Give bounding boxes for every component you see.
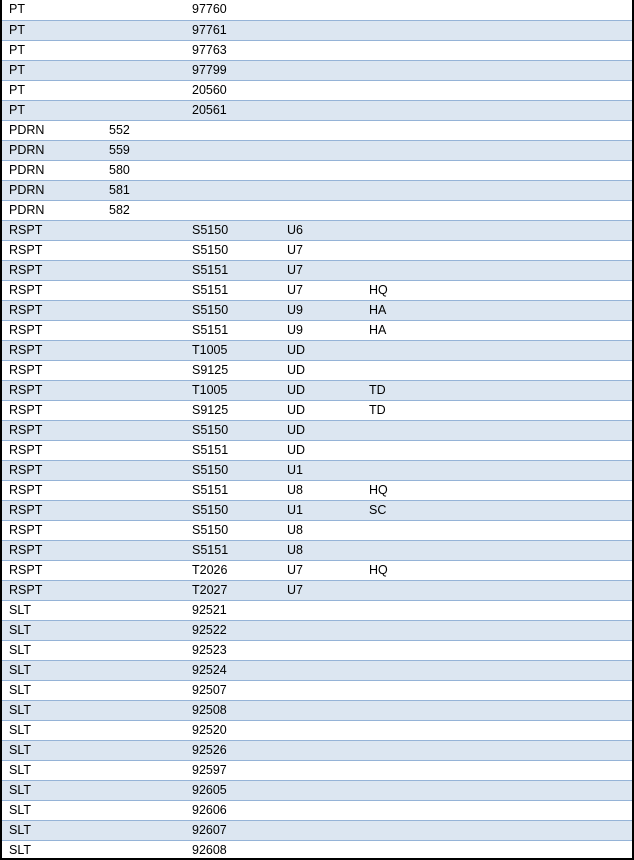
program-cell: SLT bbox=[2, 700, 102, 720]
table-row bbox=[2, 220, 632, 240]
table-row bbox=[2, 140, 632, 160]
code-cell bbox=[102, 840, 185, 860]
program-cell: PT bbox=[2, 0, 102, 20]
modifier2-cell bbox=[362, 640, 632, 660]
modifier-cell: U7 bbox=[280, 580, 362, 600]
code-cell bbox=[102, 820, 185, 840]
table-row bbox=[2, 560, 632, 580]
modifier-cell bbox=[280, 0, 362, 20]
program-cell: PDRN bbox=[2, 200, 102, 220]
modifier-cell bbox=[280, 660, 362, 680]
modifier2-cell bbox=[362, 600, 632, 620]
procedure-cell: 20560 bbox=[185, 80, 280, 100]
program-cell: PT bbox=[2, 60, 102, 80]
table-row bbox=[2, 760, 632, 780]
procedure-cell bbox=[185, 140, 280, 160]
program-cell: SLT bbox=[2, 660, 102, 680]
code-cell bbox=[102, 620, 185, 640]
modifier2-cell: TD bbox=[362, 400, 632, 420]
procedure-cell: S5150 bbox=[185, 460, 280, 480]
program-cell: RSPT bbox=[2, 520, 102, 540]
table-row bbox=[2, 0, 632, 20]
program-cell: RSPT bbox=[2, 340, 102, 360]
procedure-cell bbox=[185, 120, 280, 140]
program-cell: RSPT bbox=[2, 560, 102, 580]
table-row bbox=[2, 240, 632, 260]
modifier2-cell bbox=[362, 120, 632, 140]
code-cell bbox=[102, 20, 185, 40]
modifier2-cell bbox=[362, 680, 632, 700]
modifier2-cell bbox=[362, 420, 632, 440]
modifier-cell bbox=[280, 160, 362, 180]
procedure-cell: 92521 bbox=[185, 600, 280, 620]
table-row bbox=[2, 800, 632, 820]
modifier2-cell bbox=[362, 840, 632, 860]
procedure-cell: S5151 bbox=[185, 480, 280, 500]
modifier-cell bbox=[280, 600, 362, 620]
table-row bbox=[2, 120, 632, 140]
procedure-cell: S9125 bbox=[185, 360, 280, 380]
procedure-cell: 20561 bbox=[185, 100, 280, 120]
code-cell bbox=[102, 320, 185, 340]
code-cell bbox=[102, 100, 185, 120]
table-row bbox=[2, 440, 632, 460]
code-cell bbox=[102, 580, 185, 600]
program-cell: RSPT bbox=[2, 480, 102, 500]
procedure-cell: 92508 bbox=[185, 700, 280, 720]
code-cell bbox=[102, 780, 185, 800]
code-cell: 581 bbox=[102, 180, 185, 200]
procedure-cell: S5150 bbox=[185, 420, 280, 440]
procedure-cell: 92605 bbox=[185, 780, 280, 800]
table-row bbox=[2, 520, 632, 540]
code-cell: 580 bbox=[102, 160, 185, 180]
code-cell bbox=[102, 600, 185, 620]
modifier-cell: U8 bbox=[280, 480, 362, 500]
modifier2-cell bbox=[362, 740, 632, 760]
modifier2-cell bbox=[362, 540, 632, 560]
modifier2-cell bbox=[362, 780, 632, 800]
procedure-cell: 92523 bbox=[185, 640, 280, 660]
modifier2-cell bbox=[362, 460, 632, 480]
modifier-cell bbox=[280, 740, 362, 760]
modifier-cell: UD bbox=[280, 360, 362, 380]
procedure-cell: 97799 bbox=[185, 60, 280, 80]
modifier-cell: U7 bbox=[280, 260, 362, 280]
code-cell bbox=[102, 400, 185, 420]
code-cell bbox=[102, 260, 185, 280]
procedure-cell: S5150 bbox=[185, 500, 280, 520]
program-cell: SLT bbox=[2, 600, 102, 620]
table-row bbox=[2, 360, 632, 380]
program-cell: RSPT bbox=[2, 260, 102, 280]
code-cell bbox=[102, 520, 185, 540]
code-cell bbox=[102, 340, 185, 360]
program-cell: PDRN bbox=[2, 120, 102, 140]
modifier-cell bbox=[280, 100, 362, 120]
code-cell bbox=[102, 60, 185, 80]
procedure-cell: S5151 bbox=[185, 280, 280, 300]
modifier2-cell bbox=[362, 440, 632, 460]
code-cell bbox=[102, 680, 185, 700]
procedure-cell: S5150 bbox=[185, 220, 280, 240]
modifier2-cell bbox=[362, 760, 632, 780]
procedure-cell: 92507 bbox=[185, 680, 280, 700]
table-row bbox=[2, 300, 632, 320]
modifier2-cell: HA bbox=[362, 320, 632, 340]
modifier-cell: U1 bbox=[280, 500, 362, 520]
procedure-cell: 97761 bbox=[185, 20, 280, 40]
modifier2-cell bbox=[362, 100, 632, 120]
program-cell: RSPT bbox=[2, 440, 102, 460]
modifier2-cell: SC bbox=[362, 500, 632, 520]
program-cell: SLT bbox=[2, 740, 102, 760]
table-row bbox=[2, 500, 632, 520]
procedure-cell: T2027 bbox=[185, 580, 280, 600]
procedure-cell: S5150 bbox=[185, 240, 280, 260]
procedure-cell: S5150 bbox=[185, 300, 280, 320]
procedure-cell: 92608 bbox=[185, 840, 280, 860]
table-row bbox=[2, 740, 632, 760]
code-cell bbox=[102, 0, 185, 20]
code-cell bbox=[102, 220, 185, 240]
code-cell bbox=[102, 360, 185, 380]
procedure-cell bbox=[185, 200, 280, 220]
modifier-cell bbox=[280, 80, 362, 100]
procedure-cell: S9125 bbox=[185, 400, 280, 420]
table-row bbox=[2, 480, 632, 500]
table-row bbox=[2, 420, 632, 440]
modifier-cell: U8 bbox=[280, 520, 362, 540]
modifier-cell bbox=[280, 760, 362, 780]
modifier-cell bbox=[280, 180, 362, 200]
program-cell: PDRN bbox=[2, 160, 102, 180]
program-cell: PT bbox=[2, 40, 102, 60]
modifier2-cell bbox=[362, 140, 632, 160]
code-cell bbox=[102, 640, 185, 660]
modifier2-cell: TD bbox=[362, 380, 632, 400]
modifier2-cell bbox=[362, 40, 632, 60]
modifier2-cell bbox=[362, 520, 632, 540]
modifier-cell: U6 bbox=[280, 220, 362, 240]
modifier2-cell bbox=[362, 240, 632, 260]
procedure-cell: S5151 bbox=[185, 540, 280, 560]
procedure-cell: S5151 bbox=[185, 440, 280, 460]
procedure-cell: 97763 bbox=[185, 40, 280, 60]
code-cell: 582 bbox=[102, 200, 185, 220]
code-cell bbox=[102, 480, 185, 500]
program-cell: RSPT bbox=[2, 540, 102, 560]
table-row bbox=[2, 260, 632, 280]
modifier-cell bbox=[280, 60, 362, 80]
modifier-cell: UD bbox=[280, 420, 362, 440]
table-row bbox=[2, 600, 632, 620]
modifier2-cell bbox=[362, 60, 632, 80]
modifier2-cell: HQ bbox=[362, 280, 632, 300]
modifier-cell bbox=[280, 680, 362, 700]
modifier-cell bbox=[280, 40, 362, 60]
modifier-cell: UD bbox=[280, 340, 362, 360]
procedure-cell: S5151 bbox=[185, 320, 280, 340]
table-row bbox=[2, 840, 632, 860]
modifier2-cell bbox=[362, 700, 632, 720]
code-cell bbox=[102, 280, 185, 300]
table-row bbox=[2, 60, 632, 80]
procedure-cell: T1005 bbox=[185, 380, 280, 400]
code-cell bbox=[102, 740, 185, 760]
code-cell bbox=[102, 440, 185, 460]
program-cell: RSPT bbox=[2, 360, 102, 380]
procedure-cell bbox=[185, 160, 280, 180]
program-cell: RSPT bbox=[2, 300, 102, 320]
modifier-cell bbox=[280, 840, 362, 860]
procedure-cell: 92524 bbox=[185, 660, 280, 680]
program-cell: SLT bbox=[2, 680, 102, 700]
code-table-body bbox=[2, 0, 632, 860]
program-cell: RSPT bbox=[2, 460, 102, 480]
procedure-cell: T1005 bbox=[185, 340, 280, 360]
code-cell bbox=[102, 560, 185, 580]
code-cell bbox=[102, 660, 185, 680]
modifier2-cell bbox=[362, 620, 632, 640]
program-cell: RSPT bbox=[2, 580, 102, 600]
code-cell: 559 bbox=[102, 140, 185, 160]
program-cell: SLT bbox=[2, 620, 102, 640]
modifier2-cell bbox=[362, 340, 632, 360]
modifier-cell bbox=[280, 640, 362, 660]
modifier-cell: U7 bbox=[280, 240, 362, 260]
code-cell bbox=[102, 40, 185, 60]
code-cell: 552 bbox=[102, 120, 185, 140]
table-row bbox=[2, 400, 632, 420]
modifier2-cell: HQ bbox=[362, 480, 632, 500]
program-cell: RSPT bbox=[2, 500, 102, 520]
table-row bbox=[2, 180, 632, 200]
modifier2-cell bbox=[362, 720, 632, 740]
program-cell: SLT bbox=[2, 640, 102, 660]
modifier-cell bbox=[280, 20, 362, 40]
program-cell: PT bbox=[2, 100, 102, 120]
procedure-cell: 92606 bbox=[185, 800, 280, 820]
table-row bbox=[2, 460, 632, 480]
modifier-cell: U7 bbox=[280, 280, 362, 300]
modifier2-cell bbox=[362, 0, 632, 20]
table-row bbox=[2, 540, 632, 560]
code-cell bbox=[102, 720, 185, 740]
table-row bbox=[2, 640, 632, 660]
modifier2-cell bbox=[362, 180, 632, 200]
procedure-cell: 92607 bbox=[185, 820, 280, 840]
modifier2-cell bbox=[362, 820, 632, 840]
program-cell: SLT bbox=[2, 760, 102, 780]
table-row bbox=[2, 280, 632, 300]
program-cell: SLT bbox=[2, 840, 102, 860]
modifier-cell: UD bbox=[280, 440, 362, 460]
program-cell: PT bbox=[2, 80, 102, 100]
modifier-cell: UD bbox=[280, 400, 362, 420]
modifier2-cell bbox=[362, 580, 632, 600]
procedure-cell: 92520 bbox=[185, 720, 280, 740]
modifier-cell: U7 bbox=[280, 560, 362, 580]
code-cell bbox=[102, 300, 185, 320]
program-cell: RSPT bbox=[2, 320, 102, 340]
modifier-cell bbox=[280, 780, 362, 800]
program-cell: SLT bbox=[2, 800, 102, 820]
modifier-cell bbox=[280, 200, 362, 220]
modifier2-cell bbox=[362, 160, 632, 180]
code-cell bbox=[102, 500, 185, 520]
program-cell: PDRN bbox=[2, 140, 102, 160]
table-row bbox=[2, 700, 632, 720]
procedure-cell: S5151 bbox=[185, 260, 280, 280]
table-row bbox=[2, 320, 632, 340]
modifier2-cell bbox=[362, 800, 632, 820]
modifier-cell bbox=[280, 800, 362, 820]
modifier2-cell bbox=[362, 360, 632, 380]
program-cell: PDRN bbox=[2, 180, 102, 200]
modifier-cell bbox=[280, 820, 362, 840]
code-cell bbox=[102, 760, 185, 780]
modifier-cell bbox=[280, 140, 362, 160]
program-cell: RSPT bbox=[2, 420, 102, 440]
program-cell: RSPT bbox=[2, 240, 102, 260]
program-cell: RSPT bbox=[2, 400, 102, 420]
procedure-cell: S5150 bbox=[185, 520, 280, 540]
procedure-cell: 97760 bbox=[185, 0, 280, 20]
modifier2-cell: HQ bbox=[362, 560, 632, 580]
table-row bbox=[2, 780, 632, 800]
modifier-cell bbox=[280, 720, 362, 740]
table-row bbox=[2, 100, 632, 120]
table-row bbox=[2, 580, 632, 600]
modifier-cell bbox=[280, 700, 362, 720]
table-row bbox=[2, 720, 632, 740]
modifier2-cell bbox=[362, 220, 632, 240]
code-cell bbox=[102, 420, 185, 440]
procedure-cell: T2026 bbox=[185, 560, 280, 580]
table-row bbox=[2, 200, 632, 220]
code-cell bbox=[102, 240, 185, 260]
modifier-cell: U9 bbox=[280, 300, 362, 320]
modifier2-cell bbox=[362, 80, 632, 100]
table-row bbox=[2, 820, 632, 840]
procedure-cell: 92522 bbox=[185, 620, 280, 640]
table-row bbox=[2, 40, 632, 60]
modifier-cell: U8 bbox=[280, 540, 362, 560]
modifier2-cell bbox=[362, 660, 632, 680]
procedure-cell: 92526 bbox=[185, 740, 280, 760]
table-row bbox=[2, 680, 632, 700]
program-cell: SLT bbox=[2, 780, 102, 800]
code-cell bbox=[102, 700, 185, 720]
modifier2-cell bbox=[362, 200, 632, 220]
modifier-cell: UD bbox=[280, 380, 362, 400]
modifier2-cell bbox=[362, 20, 632, 40]
modifier2-cell: HA bbox=[362, 300, 632, 320]
modifier-cell: U1 bbox=[280, 460, 362, 480]
program-cell: SLT bbox=[2, 820, 102, 840]
code-cell bbox=[102, 800, 185, 820]
table-row bbox=[2, 80, 632, 100]
procedure-cell: 92597 bbox=[185, 760, 280, 780]
procedure-cell bbox=[185, 180, 280, 200]
code-table bbox=[2, 0, 632, 860]
modifier-cell bbox=[280, 120, 362, 140]
program-cell: RSPT bbox=[2, 380, 102, 400]
code-cell bbox=[102, 460, 185, 480]
table-row bbox=[2, 160, 632, 180]
table-row bbox=[2, 660, 632, 680]
modifier-cell: U9 bbox=[280, 320, 362, 340]
code-cell bbox=[102, 380, 185, 400]
table-row bbox=[2, 620, 632, 640]
table-row bbox=[2, 340, 632, 360]
code-cell bbox=[102, 540, 185, 560]
code-cell bbox=[102, 80, 185, 100]
program-cell: PT bbox=[2, 20, 102, 40]
table-row bbox=[2, 380, 632, 400]
modifier-cell bbox=[280, 620, 362, 640]
program-cell: RSPT bbox=[2, 220, 102, 240]
program-cell: RSPT bbox=[2, 280, 102, 300]
table-row bbox=[2, 20, 632, 40]
program-cell: SLT bbox=[2, 720, 102, 740]
modifier2-cell bbox=[362, 260, 632, 280]
